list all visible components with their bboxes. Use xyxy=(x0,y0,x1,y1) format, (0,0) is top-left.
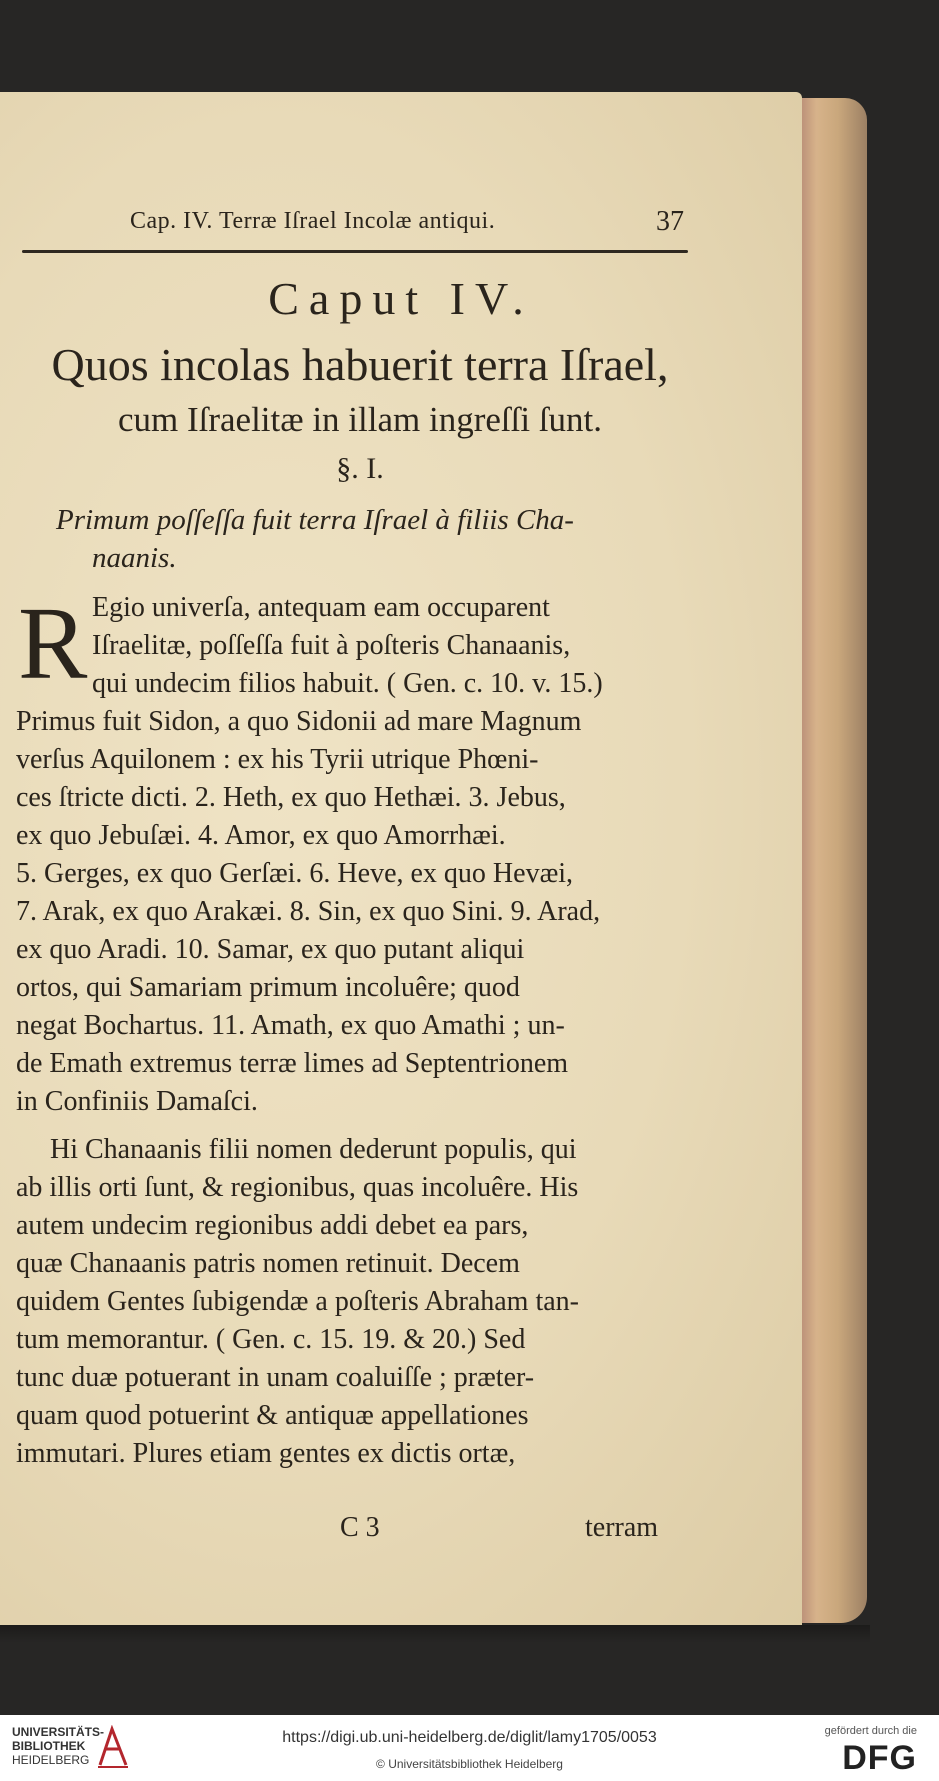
text-line: Egio univerſa, antequam eam occuparent xyxy=(92,592,550,623)
chapter-title-line-1: Quos incolas habuerit terra Iſrael, xyxy=(51,339,669,390)
funding-label: gefördert durch die xyxy=(824,1725,917,1737)
text-line: tunc duæ potuerant in unam coaluiſſe ; præter- xyxy=(16,1362,535,1393)
text-line: negat Bochartus. 11. Amath, ex quo Amathi ; un- xyxy=(16,1010,565,1041)
text-line: ex quo Jebuſæi. 4. Amor, ex quo Amorrhæi. xyxy=(16,820,506,851)
section-mark: §. I. xyxy=(336,452,384,485)
page-shadow xyxy=(0,1625,870,1643)
library-name-line-3: HEIDELBERG xyxy=(12,1753,90,1767)
chapter-heading: Caput IV. xyxy=(268,273,534,324)
permalink-url[interactable]: https://digi.ub.uni-heidelberg.de/diglit/lamy1705/0053 xyxy=(282,1729,657,1746)
header-rule xyxy=(22,250,688,253)
text-line: ces ſtricte dicti. 2. Heth, ex quo Hethæi. 3. Jebus, xyxy=(16,782,566,813)
text-line: de Emath extremus terræ limes ad Septentrionem xyxy=(16,1048,569,1079)
page-number: 37 xyxy=(656,206,684,237)
text-line: in Confiniis Damaſci. xyxy=(16,1086,258,1117)
text-line: ortos, qui Samariam primum incoluêre; quod xyxy=(16,972,520,1003)
text-line: tum memorantur. ( Gen. c. 15. 19. & 20.) Sed xyxy=(16,1324,526,1355)
text-line: quæ Chanaanis patris nomen retinuit. Decem xyxy=(16,1248,520,1279)
chapter-title-line-2: cum Iſraelitæ in illam ingreſſi ſunt. xyxy=(117,400,603,439)
text-line: ex quo Aradi. 10. Samar, ex quo putant aliqui xyxy=(16,934,525,965)
text-line: qui undecim filios habuit. ( Gen. c. 10. v. 15.) xyxy=(92,668,603,699)
text-line: autem undecim regionibus addi debet ea pars, xyxy=(16,1210,529,1241)
library-name-line-1: UNIVERSITÄTS- xyxy=(12,1725,105,1739)
catchword: terram xyxy=(585,1512,659,1543)
text-line: ab illis orti ſunt, & regionibus, quas incoluêre. His xyxy=(16,1172,579,1203)
text-line: quidem Gentes ſubigendæ a poſteris Abraham tan- xyxy=(16,1286,579,1317)
text-line: Primus fuit Sidon, a quo Sidonii ad mare Magnum xyxy=(16,706,582,737)
text-line: immutari. Plures etiam gentes ex dictis ortæ, xyxy=(16,1438,516,1469)
dfg-logo: DFG xyxy=(842,1739,917,1777)
page-edge xyxy=(795,98,867,1623)
text-line: 5. Gerges, ex quo Gerſæi. 6. Heve, ex quo Hevæi, xyxy=(16,858,574,889)
text-line: Hi Chanaanis filii nomen dederunt populis, qui xyxy=(50,1134,577,1165)
drop-cap: R xyxy=(18,586,88,701)
section-summary-line-2: naanis. xyxy=(92,542,177,574)
running-head: Cap. IV. Terræ Iſrael Incolæ antiqui. xyxy=(130,208,496,234)
signature-mark: C 3 xyxy=(340,1512,380,1543)
text-line: 7. Arak, ex quo Arakæi. 8. Sin, ex quo Sini. 9. Arad, xyxy=(16,896,601,927)
text-line: verſus Aquilonem : ex his Tyrii utrique Phœni- xyxy=(16,744,539,775)
copyright-notice: © Universitätsbibliothek Heidelberg xyxy=(376,1757,563,1771)
text-line: quam quod potuerint & antiquæ appellationes xyxy=(16,1400,529,1431)
library-name-line-2: BIBLIOTHEK xyxy=(12,1739,86,1753)
text-line: Iſraelitæ, poſſeſſa fuit à poſteris Chanaanis, xyxy=(92,630,571,661)
viewer-footer xyxy=(0,1715,939,1781)
section-summary-line-1: Primum poſſeſſa fuit terra Iſrael à filiis Cha- xyxy=(56,504,574,536)
